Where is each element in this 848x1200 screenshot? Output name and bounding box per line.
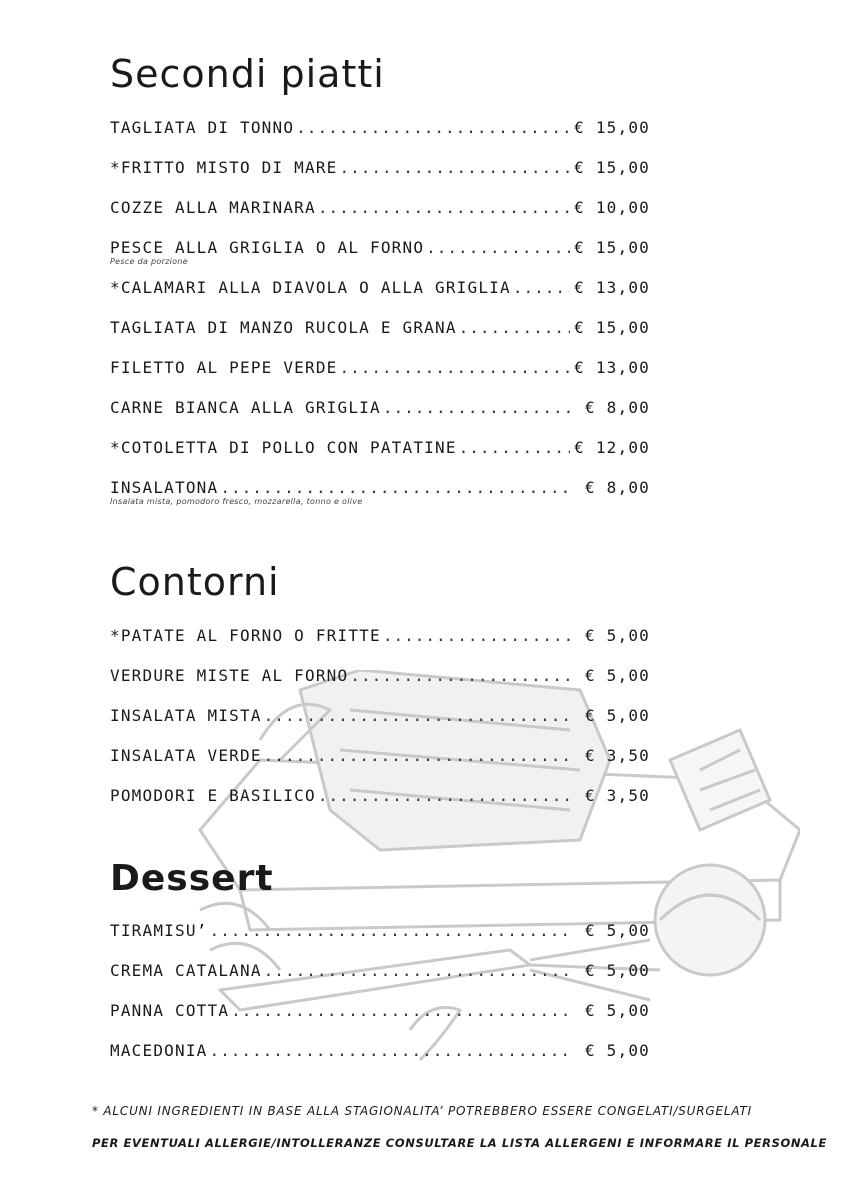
item-name: MACEDONIA [110,1041,208,1060]
menu-item [110,438,650,478]
item-name: *PATATE AL FORNO O FRITTE [110,626,381,645]
currency-symbol: € [574,438,585,457]
section-title-dessert: Dessert [110,858,274,899]
item-name: VERDURE MISTE AL FORNO [110,666,349,685]
frozen-ingredients-note: * ALCUNI INGREDIENTI IN BASE ALLA STAGIONALITA’ POTREBBERO ESSERE CONGELATI/SURGELATI [92,1104,752,1118]
item-price: 15,00 [595,318,650,337]
item-price: 15,00 [595,238,650,257]
menu-section-dessert [110,921,650,1081]
currency-symbol: € [574,318,585,337]
menu-item [110,158,650,198]
menu-item [110,1041,650,1081]
currency-symbol: € [574,158,585,177]
currency-symbol: € [574,118,585,137]
currency-symbol: € [584,786,596,805]
menu-item [110,198,650,238]
currency-symbol: € [584,1041,596,1060]
item-price: 5,00 [606,666,650,685]
currency-symbol: € [584,398,596,417]
item-name: TAGLIATA DI TONNO [110,118,295,137]
item-name: PANNA COTTA [110,1001,230,1020]
item-price: 8,00 [606,398,650,417]
currency-symbol: € [584,666,596,685]
section-title-contorni: Contorni [110,560,280,604]
item-note: Pesce da porzione [110,257,188,266]
currency-symbol: € [584,961,596,980]
menu-section-secondi [110,118,650,518]
item-name: *COTOLETTA DI POLLO CON PATATINE [110,438,457,457]
menu-item [110,358,650,398]
currency-symbol: € [584,706,596,725]
item-price: 13,00 [595,278,650,297]
item-price: 15,00 [595,118,650,137]
item-name: POMODORI E BASILICO [110,786,316,805]
menu-item [110,921,650,961]
currency-symbol: € [584,1001,596,1020]
item-price: 5,00 [606,706,650,725]
menu-item [110,398,650,438]
item-price: 5,00 [606,921,650,940]
item-price: 10,00 [595,198,650,217]
item-name: *FRITTO MISTO DI MARE [110,158,338,177]
menu-item [110,746,650,786]
currency-symbol: € [574,278,585,297]
currency-symbol: € [584,746,596,765]
menu-item [110,478,650,518]
currency-symbol: € [584,921,596,940]
currency-symbol: € [574,358,585,377]
menu-section-contorni [110,626,650,826]
item-name: INSALATA VERDE [110,746,262,765]
item-price: 12,00 [595,438,650,457]
item-name: FILETTO AL PEPE VERDE [110,358,338,377]
item-price: 5,00 [606,626,650,645]
item-name: COZZE ALLA MARINARA [110,198,316,217]
item-name: TAGLIATA DI MANZO RUCOLA E GRANA [110,318,457,337]
menu-item [110,278,650,318]
item-price: 5,00 [606,1041,650,1060]
item-price: 3,50 [606,746,650,765]
menu-item [110,1001,650,1041]
menu-item [110,706,650,746]
item-name: *CALAMARI ALLA DIAVOLA O ALLA GRIGLIA [110,278,511,297]
item-price: 3,50 [606,786,650,805]
item-name: PESCE ALLA GRIGLIA O AL FORNO [110,238,425,257]
menu-item [110,318,650,358]
item-name: TIRAMISU’ [110,921,208,940]
item-name: CARNE BIANCA ALLA GRIGLIA [110,398,381,417]
item-price: 13,00 [595,358,650,377]
section-title-secondi: Secondi piatti [110,52,385,96]
currency-symbol: € [584,478,596,497]
currency-symbol: € [574,198,585,217]
item-name: INSALATONA [110,478,219,497]
menu-item [110,961,650,1001]
currency-symbol: € [584,626,596,645]
menu-item [110,786,650,826]
currency-symbol: € [574,238,585,257]
item-note: Insalata mista, pomodoro fresco, mozzarella, tonno e olive [110,497,363,506]
menu-item [110,118,650,158]
item-name: INSALATA MISTA [110,706,262,725]
item-name: CREMA CATALANA [110,961,262,980]
item-price: 5,00 [606,961,650,980]
menu-item [110,238,650,278]
item-price: 5,00 [606,1001,650,1020]
menu-item [110,626,650,666]
allergy-note: PER EVENTUALI ALLERGIE/INTOLLERANZE CONSULTARE LA LISTA ALLERGENI E INFORMARE IL PERSONALE [92,1136,827,1150]
item-price: 15,00 [595,158,650,177]
menu-item [110,666,650,706]
item-price: 8,00 [606,478,650,497]
